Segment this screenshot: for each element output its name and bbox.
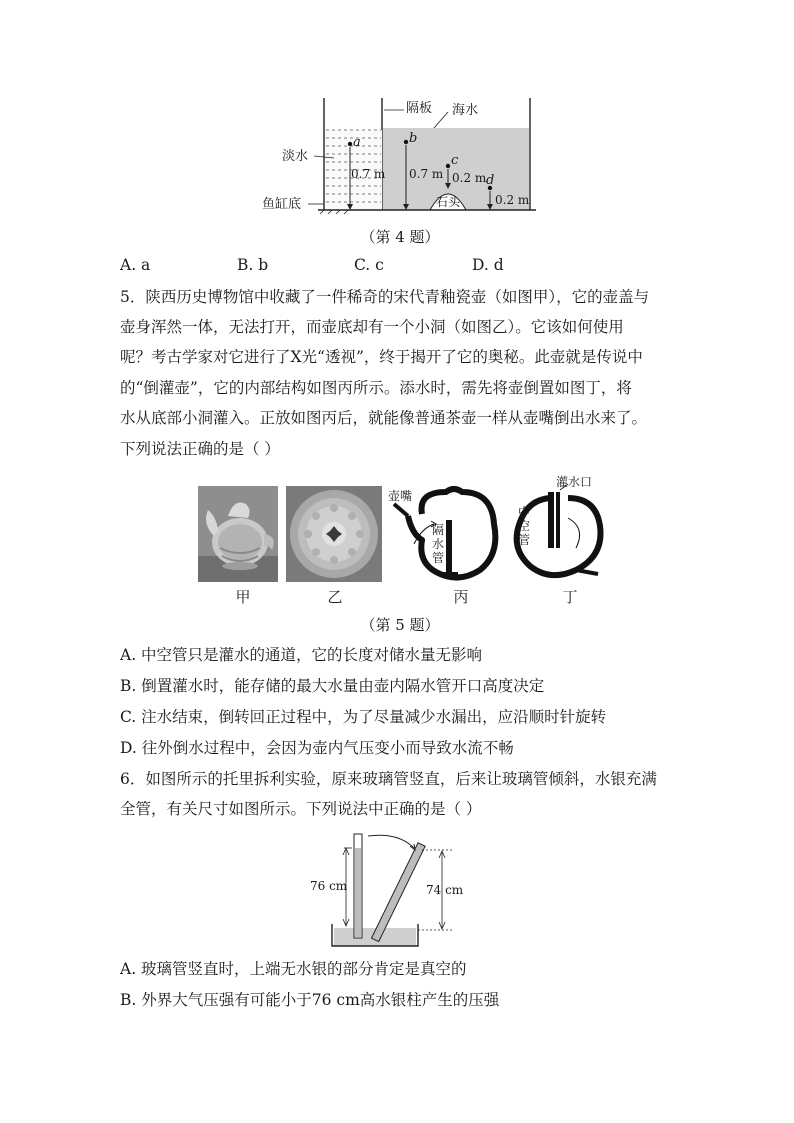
q5-option-c: C. 注水结束，倒转回正过程中，为了尽量减少水漏出，应沿顺时针旋转 [120,708,607,726]
fig4-dim-d: 0.2 m [495,193,530,207]
q5-option-d: D. 往外倒水过程中，会因为壶内气压变小而导致水流不畅 [120,739,514,757]
fig4-dim-b: 0.7 m [409,167,444,181]
q5-option-a: A. 中空管只是灌水的通道，它的长度对储水量无影响 [120,646,483,664]
fig6-label-76cm: 76 cm [310,879,348,893]
fig6-label-74cm: 74 cm [426,883,464,897]
q5-text-line-3: 呢？考古学家对它进行了X光“透视”，终于揭开了它的奥秘。此壶就是传说中 [120,348,643,366]
q4-option-a: A. a [120,256,151,274]
fig4-label-partition: 隔板 [406,101,433,116]
q5-text-line-4: 的“倒灌壶”，它的内部结构如图丙所示。添水时，需先将壶倒置如图丁，将 [120,379,632,397]
fig5-label-bing: 丙 [453,588,469,606]
fig6-diagram [310,828,468,952]
fig5-label-yi: 乙 [327,588,343,606]
fig4-label-freshwater: 淡水 [282,149,309,164]
fig5-photo-jia [198,486,278,582]
q5-text-line-6: 下列说法正确的是（ ） [120,440,280,458]
fig5-photo-yi [286,486,382,582]
fig4-diagram [258,92,538,218]
q6-text-line-1: 6．如图所示的托里拆利实验，原来玻璃管竖直，后来让玻璃管倾斜，水银充满 [120,770,657,788]
fig5-diagram-bing [388,484,504,584]
q4-option-d: D. d [472,256,504,274]
q5-text-line-1: 5．陕西历史博物馆中收藏了一件稀奇的宋代青釉瓷壶（如图甲），它的壶盖与 [120,288,650,306]
q5-text-line-5: 水从底部小洞灌入。正放如图丙后，就能像普通茶壶一样从壶嘴倒出水来了。 [120,409,648,427]
fig5-label-partition-tube: 隔水管 [432,523,445,565]
fig5-label-ding: 丁 [562,588,578,606]
q6-option-a: A. 玻璃管竖直时，上端无水银的部分肯定是真空的 [120,960,467,978]
fig4-point-b: b [409,131,418,146]
fig5-label-inlet: 灌水口 [556,475,593,489]
q5-option-b: B. 倒置灌水时，能存储的最大水量由壶内隔水管开口高度决定 [120,677,545,695]
fig4-caption: （第 4 题） [360,228,440,246]
fig4-point-d: d [486,173,495,188]
fig4-dim-a: 0.7 m [351,167,386,181]
fig4-label-stone: 石头 [436,195,461,209]
fig5-label-jia: 甲 [235,588,251,606]
fig5-caption: （第 5 题） [360,616,440,634]
q5-text-line-2: 壶身浑然一体，无法打开，而壶底却有一个小洞（如图乙）。它该如何使用 [120,318,624,336]
q4-option-c: C. c [354,256,384,274]
fig5-label-hollow-tube: 中空管 [518,505,531,547]
fig4-point-a: a [353,135,361,150]
q6-option-b: B. 外界大气压强有可能小于76 cm高水银柱产生的压强 [120,991,500,1009]
fig4-label-tank-bottom: 鱼缸底 [262,197,302,212]
fig5-diagram-ding [506,475,616,584]
fig4-label-seawater: 海水 [452,103,479,118]
fig4-dim-c: 0.2 m [452,171,487,185]
q6-text-line-2: 全管，有关尺寸如图所示。下列说法中正确的是（ ） [120,800,482,818]
fig5-label-spout: 壶嘴 [388,489,413,503]
fig4-point-c: c [451,153,459,168]
q4-option-b: B. b [237,256,269,274]
